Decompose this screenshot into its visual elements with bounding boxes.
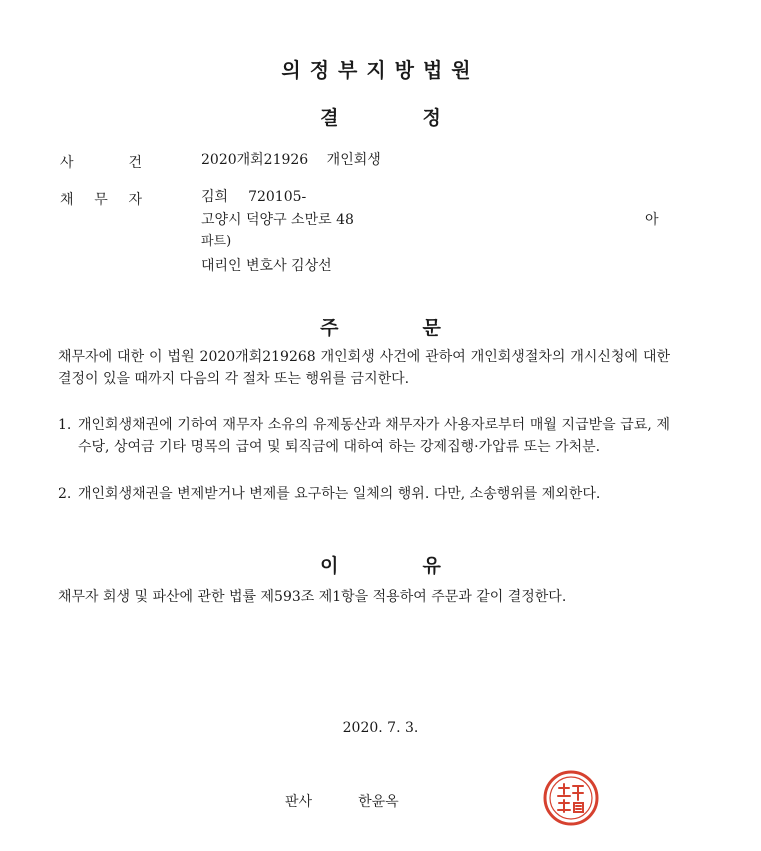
order-item-number: 2. xyxy=(58,486,72,502)
reason-heading xyxy=(0,551,761,578)
debtor-label-char: 자 xyxy=(128,192,142,208)
judge-signature-line xyxy=(285,791,399,811)
seal-inner-ring xyxy=(550,777,592,819)
debtor-address-tail: 아 xyxy=(645,212,659,228)
document-type-char-2: 정 xyxy=(422,107,441,129)
court-name: 의정부지방법원 xyxy=(281,58,480,82)
case-type: 개인회생 xyxy=(326,152,381,168)
case-number: 2020개회21926 xyxy=(201,152,309,168)
reason-text: 채무자 회생 및 파산에 관한 법률 제593조 제1항을 적용하여 주문과 같이 결정한다. xyxy=(58,589,567,605)
judge-title: 판사 xyxy=(285,794,313,810)
order-item-number: 1. xyxy=(58,417,72,433)
document-type-heading xyxy=(0,103,761,130)
judge-seal-stamp xyxy=(543,770,599,826)
order-heading-char-2: 문 xyxy=(422,317,441,339)
order-heading xyxy=(0,313,761,340)
order-heading-char-1: 주 xyxy=(320,317,339,339)
reason-heading-char-1: 이 xyxy=(320,555,339,577)
debtor-rrn: 720105- xyxy=(248,189,307,205)
order-item-text: 개인회생채권에 기하여 재무자 소유의 유제동산과 채무자가 사용자로부터 매월 지급받을 급료, 제수당, 상여금 기타 명목의 급여 및 퇴직금에 대하여 하는 강제집행·가압류 또는 가처분. xyxy=(78,417,670,455)
judge-name: 한윤옥 xyxy=(358,794,399,810)
redaction xyxy=(308,153,322,167)
redaction xyxy=(306,190,566,204)
order-intro: 채무자에 대한 이 법원 2020개회219268 개인회생 사건에 관하여 개인회생절차의 개시신청에 대한 결정이 있을 때까지 다음의 각 절차 또는 행위를 금지한다. xyxy=(58,349,670,387)
seal-outer-ring xyxy=(545,772,597,824)
case-label-char: 건 xyxy=(128,155,142,171)
case-value xyxy=(201,149,381,171)
reason-heading-char-2: 유 xyxy=(422,555,441,577)
case-label-char: 사 xyxy=(60,155,74,171)
order-item-text: 개인회생채권을 변제받거나 변제를 요구하는 일체의 행위. 다만, 소송행위를 제외한다. xyxy=(78,486,601,502)
debtor-address-line xyxy=(201,209,661,231)
order-item-1 xyxy=(58,414,670,458)
case-label xyxy=(60,152,142,172)
debtor-label-char: 무 xyxy=(94,192,108,208)
order-item-2 xyxy=(58,483,670,505)
debtor-label xyxy=(60,189,142,209)
debtor-address-line-2: 파트) xyxy=(201,234,232,249)
document-type-char-1: 결 xyxy=(320,107,339,129)
debtor-label-char: 채 xyxy=(60,192,74,208)
seal-glyph-strokes xyxy=(558,784,583,812)
debtor-name: 김희 xyxy=(201,189,229,205)
debtor-address: 고양시 덕양구 소만로 48 xyxy=(201,212,354,228)
debtor-name-line xyxy=(201,186,566,208)
decision-date: 2020. 7. 3. xyxy=(342,720,419,736)
redaction xyxy=(228,190,248,204)
debtor-agent: 대리인 변호사 김상선 xyxy=(201,258,332,274)
